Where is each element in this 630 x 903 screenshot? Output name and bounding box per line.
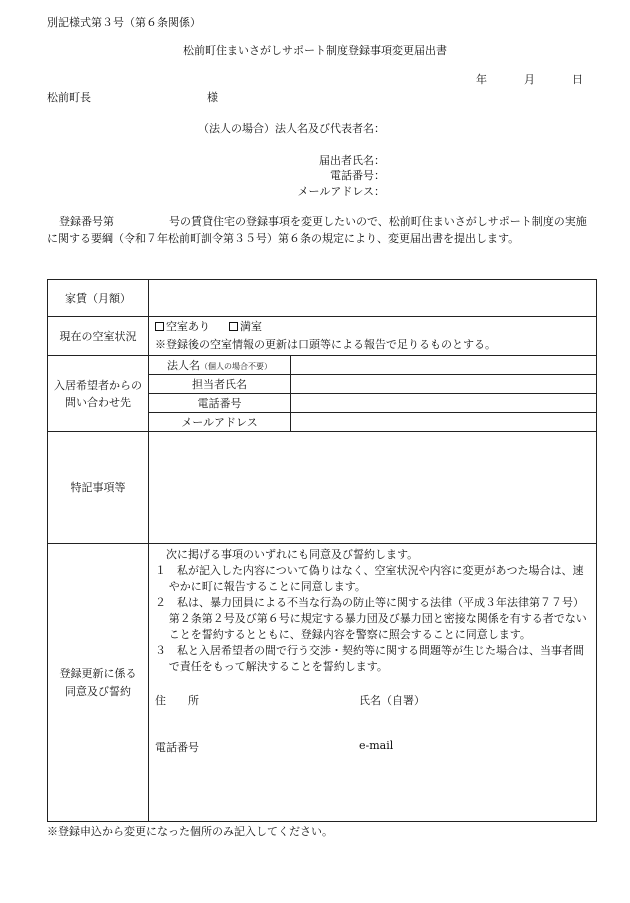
date-month: 月 [524, 73, 535, 86]
signature-name-label: 氏名（自署） [359, 694, 425, 707]
remarks-field[interactable] [149, 432, 597, 544]
honorific: 様 [207, 91, 218, 104]
consent-item-1: １ 私が記入した内容について偽りはなく、空室状況や内容に変更があつた場合は、速やかに町に報告することに同意します。 [155, 564, 584, 593]
registration-prefix: 登録番号第 [59, 215, 114, 228]
applicant-email-label: メールアドレス： [297, 185, 385, 198]
signature-area [149, 675, 596, 793]
consent-intro: 次に掲げる事項のいずれにも同意及び誓約します。 [166, 548, 419, 561]
contact-corp-note: （個人の場合不要） [200, 362, 272, 371]
contact-corp-label: 法人名（個人の場合不要） [149, 356, 291, 375]
applicant-name-label: 届出者氏名： [319, 154, 385, 167]
contact-person-label: 担当者氏名 [149, 375, 291, 394]
addressee: 松前町長 [47, 91, 91, 104]
vacancy-full-checkbox[interactable] [229, 322, 238, 331]
vacancy-available-label: 空室あり [166, 320, 210, 333]
contact-email-label: メールアドレス [149, 413, 291, 432]
corp-name-label: （法人の場合）法人名及び代表者名： [198, 122, 385, 135]
rent-label: 家賃（月額） [48, 280, 149, 317]
vacancy-cell [149, 317, 597, 356]
consent-item-3: ３ 私と入居希望者の間で行う交渉・契約等に関する問題等が生じた場合は、当事者間で責任をもって解決することを誓約します。 [155, 644, 584, 673]
date-day: 日 [572, 73, 583, 86]
contact-person-field[interactable] [291, 375, 597, 394]
consent-item-2: ２ 私は、暴力団員による不当な行為の防止等に関する法律（平成３年法律第７７号）第２条第２号及び第６号に規定する暴力団及び暴力団と密接な関係を有する者でないことを誓約するとともに、登録内容を警察に照会することに同意します。 [155, 596, 587, 641]
document-title: 松前町住まいさがしサポート制度登録事項変更届出書 [183, 44, 447, 57]
vacancy-available-checkbox[interactable] [155, 322, 164, 331]
contact-label: 入居希望者からの問い合わせ先 [48, 356, 149, 432]
registration-change-table [47, 279, 597, 822]
footer-note: ※登録申込から変更になった個所のみ記入してください。 [47, 825, 333, 838]
vacancy-label: 現在の空室状況 [48, 317, 149, 356]
consent-label: 登録更新に係る同意及び誓約 [48, 544, 149, 822]
contact-phone-label: 電話番号 [149, 394, 291, 413]
rent-field[interactable] [149, 280, 597, 317]
signature-phone-label: 電話番号 [155, 741, 199, 754]
contact-email-field[interactable] [291, 413, 597, 432]
consent-cell [149, 544, 597, 822]
vacancy-full-label: 満室 [240, 320, 262, 333]
signature-email-label: e-mail [359, 739, 394, 752]
remarks-label: 特記事項等 [48, 432, 149, 544]
date-year: 年 [476, 73, 487, 86]
address-label: 住 所 [155, 694, 199, 707]
contact-phone-field[interactable] [291, 394, 597, 413]
vacancy-note: ※登録後の空室情報の更新は口頭等による報告で足りるものとする。 [155, 338, 496, 351]
contact-corp-field[interactable] [291, 356, 597, 375]
form-number: 別記様式第３号（第６条関係） [47, 16, 201, 29]
applicant-phone-label: 電話番号： [330, 169, 385, 182]
body-paragraph: 登録番号第 号の賃貸住宅の登録事項を変更したいので、松前町住まいさがしサポート制度の実施に関する要綱（令和７年松前町訓令第３５号）第６条の規定により、変更届出書を提出します。 [47, 215, 587, 245]
